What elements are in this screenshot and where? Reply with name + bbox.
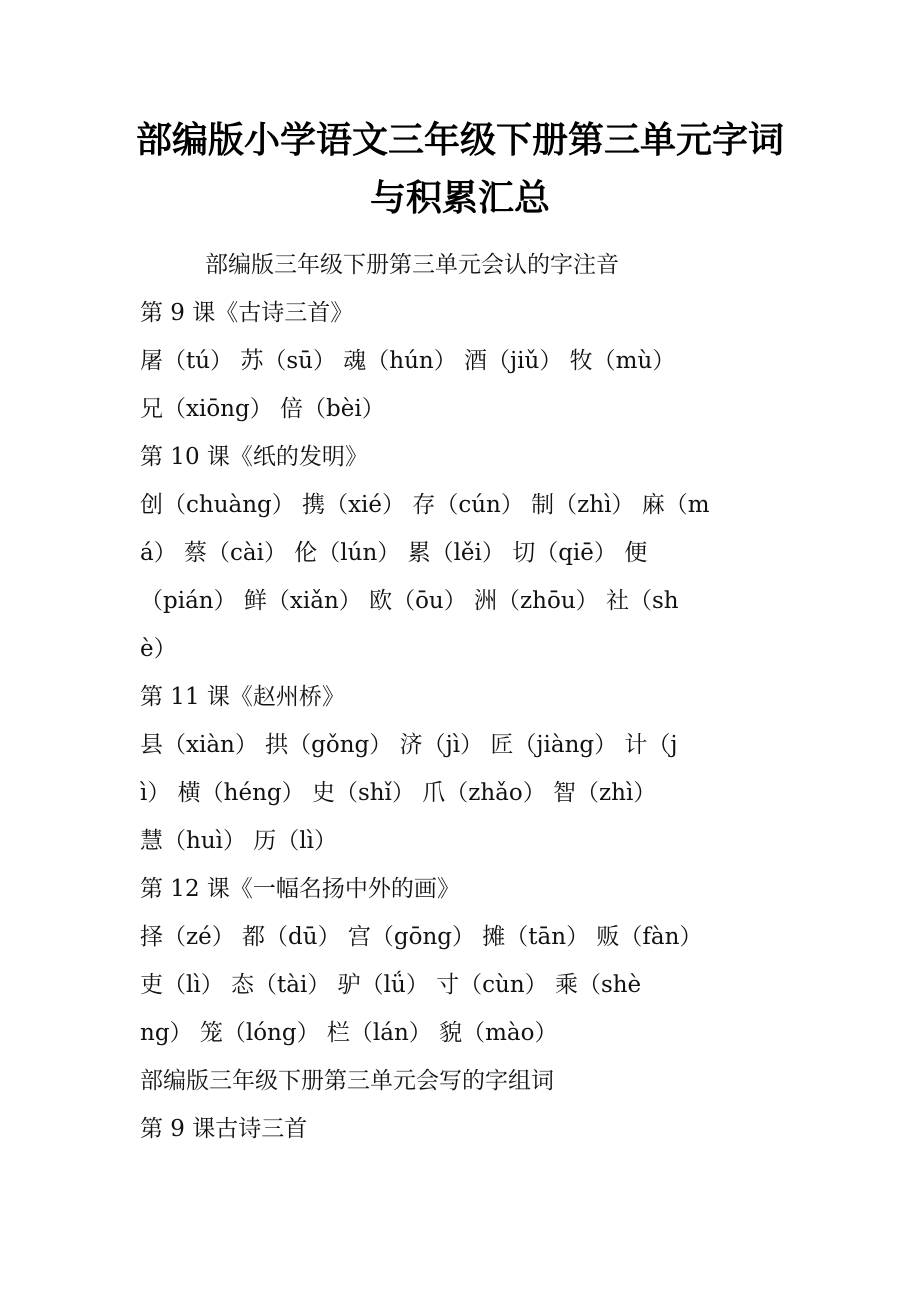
document-title-line-1: 部编版小学语文三年级下册第三单元字词 — [135, 120, 784, 161]
pinyin-line: 县（xiàn） 拱（gǒng） 济（jì） 匠（jiàng） 计（j — [140, 732, 678, 758]
pinyin-line: ng） 笼（lóng） 栏（lán） 貌（mào） — [140, 1020, 558, 1046]
pinyin-line: 择（zé） 都（dū） 宫（gōng） 摊（tān） 贩（fàn） — [140, 924, 703, 950]
pinyin-line: 慧（huì） 历（lì） — [140, 828, 338, 854]
pinyin-line: á） 蔡（cài） 伦（lún） 累（lěi） 切（qiē） 便 — [140, 540, 648, 566]
pinyin-line: 屠（tú） 苏（sū） 魂（hún） 酒（jiǔ） 牧（mù） — [140, 348, 676, 374]
pinyin-line: 兄（xiōng） 倍（bèi） — [140, 396, 385, 422]
document-title-line-2: 与积累汇总 — [369, 178, 550, 219]
lesson-10-heading: 第 10 课《纸的发明》 — [140, 444, 368, 470]
lesson-9-heading: 第 9 课《古诗三首》 — [140, 300, 354, 326]
lesson-11-heading: 第 11 课《赵州桥》 — [140, 684, 345, 710]
pinyin-line: 创（chuàng） 携（xié） 存（cún） 制（zhì） 麻（m — [140, 492, 710, 518]
section-heading-write: 部编版三年级下册第三单元会写的字组词 — [140, 1068, 554, 1094]
pinyin-line: 吏（lì） 态（tài） 驴（lǘ） 寸（cùn） 乘（shè — [140, 972, 642, 998]
pinyin-line: è） — [140, 636, 177, 662]
section-heading-recognize: 部编版三年级下册第三单元会认的字注音 — [205, 252, 619, 278]
pinyin-line: ì） 横（héng） 史（shǐ） 爪（zhǎo） 智（zhì） — [140, 780, 657, 806]
pinyin-line: （pián） 鲜（xiǎn） 欧（ōu） 洲（zhōu） 社（sh — [140, 588, 679, 614]
lesson-12-heading: 第 12 课《一幅名扬中外的画》 — [140, 876, 460, 902]
lesson-9-write-heading: 第 9 课古诗三首 — [140, 1116, 308, 1142]
